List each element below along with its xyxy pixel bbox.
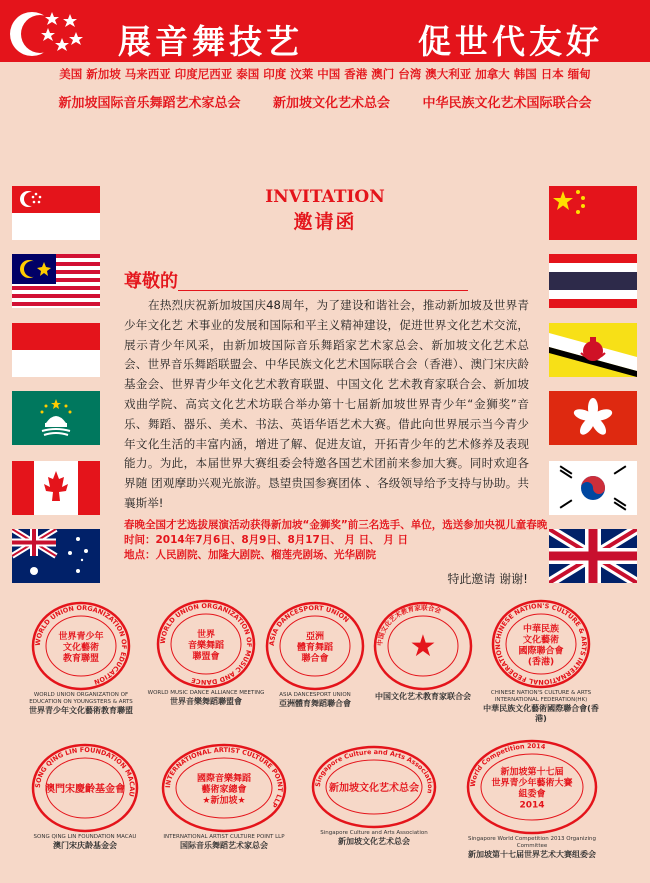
seal-caption-en: WORLD UNION ORGANIZATION OF EDUCATION ON YOUNGSTERS & ARTS (29, 692, 133, 705)
seal-r2-3 (455, 738, 609, 860)
invitation-body: 在热烈庆祝新加坡国庆48周年，为了建设和谐社会，推动新加坡及世界青少年文化艺 术事业的发展和国际和平主义精神建设，促进世界文化艺术交流，展示青少年风采，由新加坡国际音乐舞蹈家艺术家总会、新加坡文化艺术总会、世界音乐舞蹈联盟会、中华民族文化艺术国际联合会（香港）、澳门宋庆龄基金会、世界青少年文化艺术教育联盟、中国文化 艺术教育家联合会、新加坡戏曲学院、高宾文化艺术坊联合举办第十七届新加坡世界青少年“金狮奖”音乐、舞蹈、器乐、美术、书法、英语华语艺术大赛。借此向世界展示当今青少年文化生活的丰富内涵，增进了解、促进友谊，开拓青少年的艺术修养及表现能力。为此，本届世界大赛组委会特邀各国艺术团前来参加大赛。同时欢迎各界随 团观摩助兴观光旅游。恳望贵国参赛团体 、各级领导给予支持与协助。共襄斯举! (124, 298, 529, 510)
seal-center-text: 世界 (196, 630, 216, 640)
seal-caption-cn: 新加坡第十七届世界艺术大赛组委会 (468, 850, 596, 859)
event-dates: 时间：2014年7月6日、8月9日、8月17日、 月 日、 月 日 (124, 534, 408, 546)
seal-caption-en: SONG QING LIN FOUNDATION MACAU (33, 834, 137, 840)
seal-r2-2 (300, 744, 448, 847)
seal-center-text: 2014 (519, 800, 545, 811)
seal-caption-en: ASIA DANCESPORT UNION (279, 692, 351, 698)
seal-caption-cn: 亞洲體育舞蹈聯合會 (279, 699, 351, 708)
macau-flag-icon (12, 391, 100, 445)
organizer-2: 新加坡文化艺术总会 (272, 96, 390, 111)
seal-caption-cn: 国际音乐舞蹈艺术家总会 (180, 841, 268, 850)
invitation-title-en: INVITATION (265, 187, 385, 207)
seal-stamp-icon (155, 598, 257, 690)
seal-caption-en: WORLD MUSIC DANCE ALLIANCE MEETING (147, 690, 265, 696)
event-venues: 地点：人民剧院、加隆大剧院、榴莲壳剧场、光华剧院 (124, 549, 376, 561)
seal-center-text: 亞洲 (305, 632, 325, 642)
indonesia-flag-icon (12, 323, 100, 377)
seal-r1-2 (254, 600, 376, 709)
seal-stamp-icon (30, 600, 132, 692)
seal-caption-cn: 中国文化艺术教育家联合会 (375, 692, 471, 701)
seal-center-text: 文化藝術 (522, 635, 560, 646)
seal-stamp-icon (264, 600, 366, 692)
seal-center-text: 新加坡第十七屆 (500, 767, 564, 778)
seal-ring-text: SONG QING LIN FOUNDATION MACAU (33, 745, 137, 798)
seal-r1-1 (145, 598, 267, 707)
invitation-title-cn: 邀请函 (293, 211, 357, 233)
seal-center-text: 世界青少年藝術大賽 (491, 778, 573, 789)
seal-r2-1 (150, 742, 298, 851)
canada-flag-icon (12, 461, 100, 515)
seal-stamp-icon (372, 600, 474, 692)
seal-stamp-icon (310, 744, 438, 830)
seal-center-text: 音樂舞蹈 (187, 641, 225, 651)
crescent-stars-logo (6, 4, 86, 60)
uk-flag-icon (549, 529, 637, 583)
seal-r1-4 (480, 598, 602, 724)
seal-r1-3 (362, 600, 484, 702)
organizer-list (0, 92, 650, 111)
seal-ring-text: INTERNATIONAL ARTIST CULTURE POINT LLP (163, 745, 285, 809)
seal-stamp-icon (160, 742, 288, 834)
country-list: 美国 新加坡 马来西亚 印度尼西亚 泰国 印度 汶莱 中国 香港 澳门 台湾 澳大利亚 加拿大 韩国 日本 缅甸 (59, 67, 591, 81)
seal-stamp-icon (465, 738, 599, 836)
hong-kong-flag-icon (549, 391, 637, 445)
seal-ring-text: ASIA DANCESPORT UNION (267, 603, 351, 647)
malaysia-flag-icon (12, 254, 100, 308)
organizer-3: 中华民族文化艺术国际联合会 (422, 96, 592, 111)
seal-ring-text: 中国文化艺术教育家联合会 (375, 603, 443, 647)
seal-ring-text: CHINESE NATION'S CULTURE & ARTS INTERNATIONAL FEDERATION (493, 601, 589, 687)
organizer-1: 新加坡国际音乐舞蹈艺术家总会 (58, 96, 241, 111)
brunei-flag-icon (549, 323, 637, 377)
seal-ring-text: Singapore Culture and Arts Association (313, 747, 435, 795)
korea-flag-icon (549, 461, 637, 515)
australia-flag-icon (12, 529, 100, 583)
seal-center-text: 國際音樂舞蹈 (196, 774, 252, 784)
seal-center-text: 世界青少年 (58, 632, 104, 642)
seal-ring-text: WORLD UNION ORGANIZATION OF EDUCATION (33, 603, 129, 687)
seal-center-text: 文化藝術 (62, 643, 100, 653)
seal-center-text: 澳門宋慶齡基金會 (45, 784, 125, 795)
seal-caption-en: Singapore Culture and Arts Association (320, 830, 428, 836)
seal-caption-en: CHINESE NATION'S CULTURE & ARTS INTERNATIONAL FEDERATION(HK) (490, 690, 592, 703)
seal-caption-cn: 世界音樂舞蹈聯盟會 (170, 697, 242, 706)
seal-center-text: 聯合會 (301, 654, 329, 664)
header-banner (0, 0, 650, 62)
salutation: 尊敬的 (124, 271, 178, 292)
slogan-right: 促世代友好 (418, 22, 603, 61)
seal-stamp-icon (30, 742, 140, 834)
seal-star-icon: ★ (409, 629, 437, 664)
seal-caption-cn: 新加坡文化艺术总会 (338, 837, 410, 846)
seal-r2-0 (20, 742, 150, 851)
seal-center-text: 聯盟會 (192, 652, 220, 662)
seal-center-text: ★新加坡★ (202, 796, 246, 806)
seal-ring-text: WORLD UNION ORGANIZATION OF MUSIC AND DANCE (158, 601, 254, 687)
seal-center-text: (香港) (527, 657, 555, 668)
event-details (124, 518, 548, 563)
seal-stamp-icon (490, 598, 592, 690)
thailand-flag-icon (549, 254, 637, 308)
seal-center-text: 教育聯盟 (62, 654, 100, 664)
seal-caption-cn: 世界青少年文化藝術教育聯盟 (29, 706, 133, 715)
closing-text: 特此邀请 谢谢! (447, 572, 528, 586)
seal-center-text: 國際聯合會 (518, 646, 564, 657)
seal-caption-cn: 中華民族文化藝術國際聯合會(香港) (483, 704, 599, 723)
seal-caption-en: Singapore World Competition 2013 Organizing Committee (468, 836, 596, 849)
seal-caption-en: INTERNATIONAL ARTIST CULTURE POINT LLP (163, 834, 285, 840)
seal-center-text: 組委會 (518, 789, 546, 800)
seal-center-text: 中華民族 (522, 624, 560, 635)
seal-r1-0 (20, 600, 142, 716)
salutation-blank-line (178, 290, 468, 291)
seal-center-text: 藝術家總會 (201, 785, 247, 795)
seal-center-text: 體育舞蹈 (296, 643, 334, 653)
seal-ring-text: World Competition 2014 (468, 741, 546, 788)
seal-center-text: 新加坡文化艺术总会 (329, 783, 419, 794)
seal-caption-cn: 澳门宋庆龄基金会 (53, 841, 117, 850)
event-note: 春晚全国才艺选拔展演活动获得新加坡“金狮奖”前三名选手、单位，选送参加央视儿童春晚 (124, 519, 548, 531)
slogan-left: 展音舞技艺 (118, 22, 303, 61)
